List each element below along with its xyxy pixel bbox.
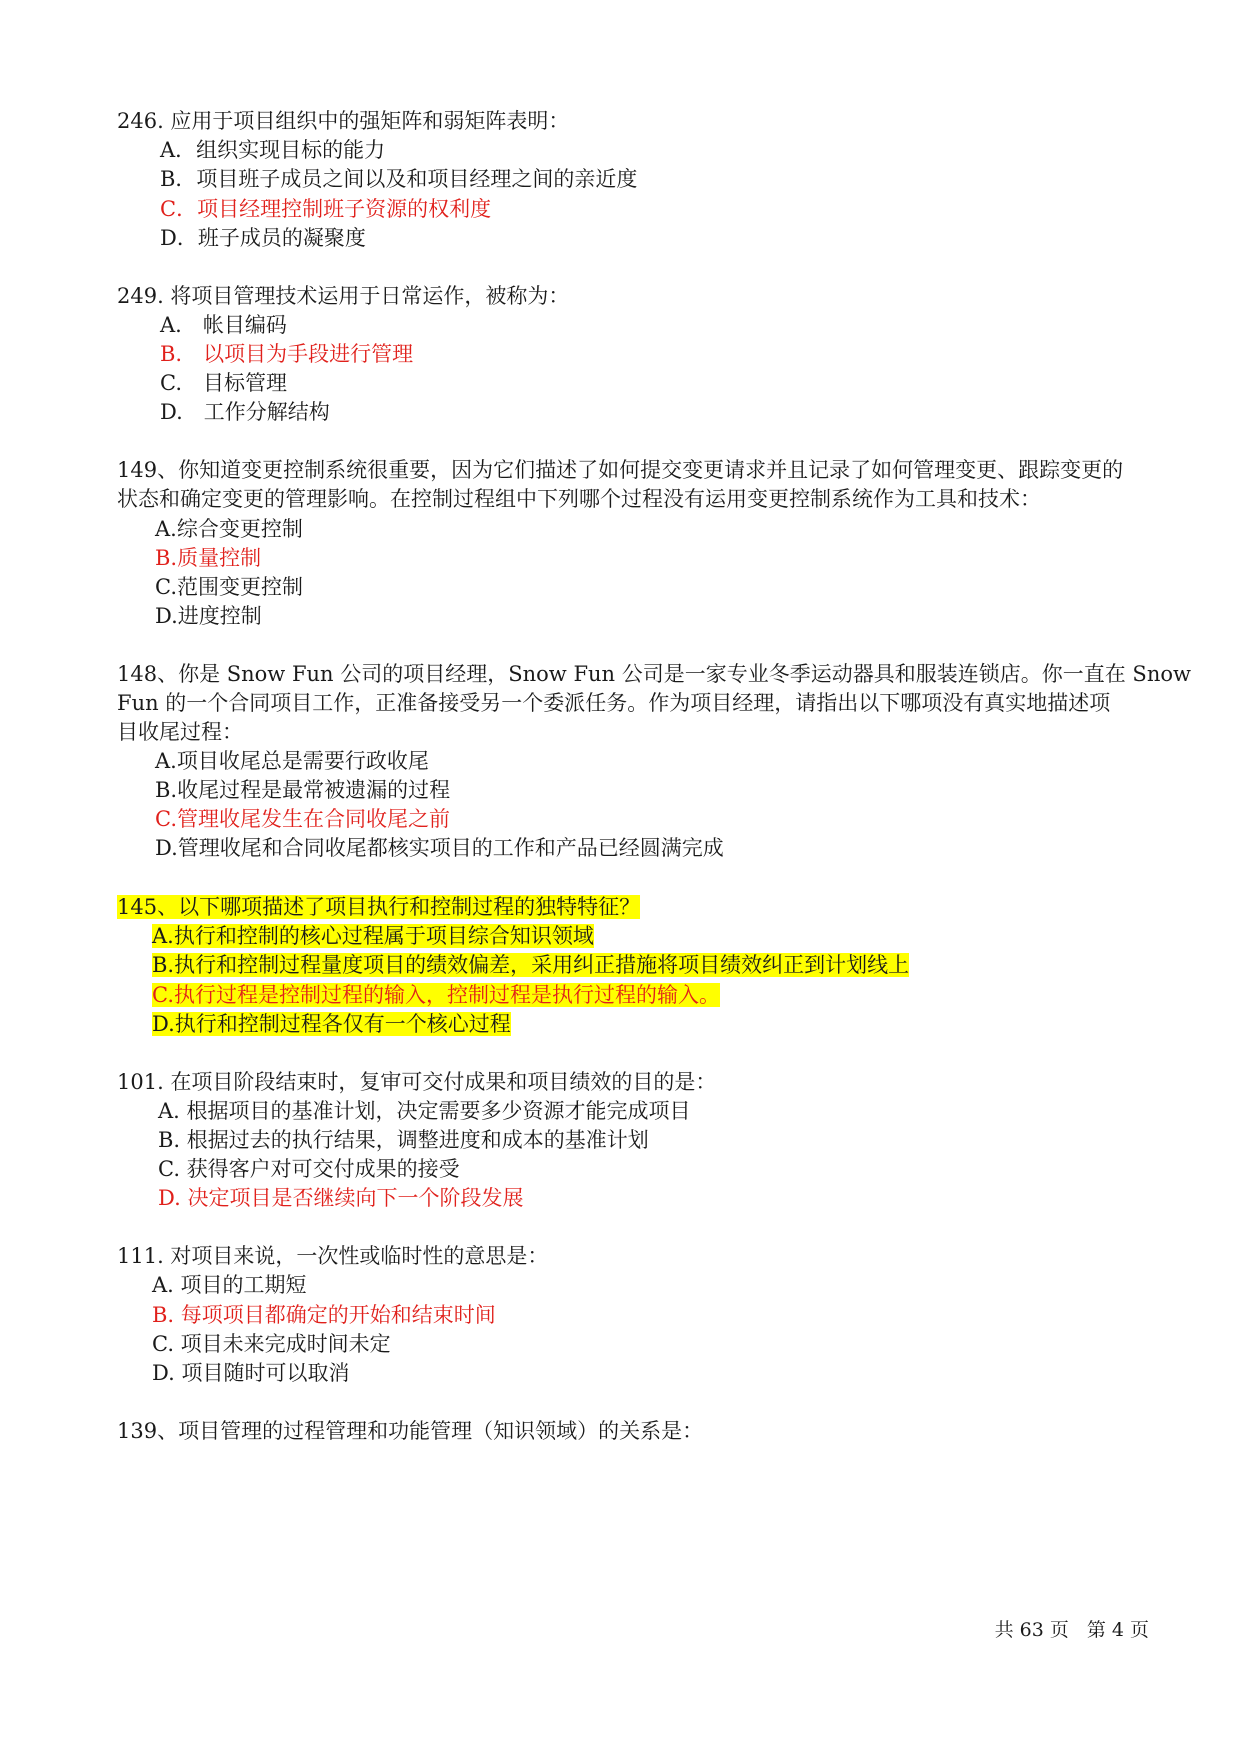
highlighted-text: 145、以下哪项描述了项目执行和控制过程的独特特征？ bbox=[117, 895, 641, 919]
question-149-option-c: C.范围变更控制 bbox=[155, 575, 303, 599]
question-246-stem: 246. 应用于项目组织中的强矩阵和弱矩阵表明： bbox=[117, 109, 570, 133]
question-111-option-a: A. 项目的工期短 bbox=[152, 1273, 307, 1297]
question-148-stem-line-2: Fun 的一个合同项目工作，正准备接受另一个委派任务。作为项目经理，请指出以下哪项没有真实地描述项 bbox=[117, 691, 1111, 715]
question-101-option-a: A. 根据项目的基准计划，决定需要多少资源才能完成项目 bbox=[158, 1099, 691, 1123]
question-149-stem-line-1: 149、你知道变更控制系统很重要，因为它们描述了如何提交变更请求并且记录了如何管理变更、跟踪变更的 bbox=[117, 458, 1124, 482]
current-page: 第 4 页 bbox=[1086, 1619, 1149, 1641]
question-101-option-b: B. 根据过去的执行结果，调整进度和成本的基准计划 bbox=[158, 1128, 649, 1152]
question-246-option-b: B．项目班子成员之间以及和项目经理之间的亲近度 bbox=[160, 167, 638, 191]
question-101-stem: 101. 在项目阶段结束时，复审可交付成果和项目绩效的目的是： bbox=[117, 1070, 717, 1094]
question-148-option-a: A.项目收尾总是需要行政收尾 bbox=[155, 749, 429, 773]
question-246-option-c: C．项目经理控制班子资源的权利度 bbox=[160, 197, 492, 221]
question-246-option-a: A．组织实现目标的能力 bbox=[160, 138, 386, 162]
question-111-option-b: B. 每项项目都确定的开始和结束时间 bbox=[152, 1303, 496, 1327]
question-246-option-d: D．班子成员的凝聚度 bbox=[160, 226, 366, 250]
highlighted-text: A.执行和控制的核心过程属于项目综合知识领域 bbox=[152, 924, 594, 948]
question-148-stem-line-3: 目收尾过程： bbox=[117, 720, 243, 744]
question-101-option-d: D. 决定项目是否继续向下一个阶段发展 bbox=[158, 1186, 524, 1210]
question-149-option-d: D.进度控制 bbox=[155, 604, 262, 628]
question-145-option-c bbox=[152, 980, 720, 1010]
question-148-option-d: D.管理收尾和合同收尾都核实项目的工作和产品已经圆满完成 bbox=[155, 836, 724, 860]
question-148-stem-line-1: 148、你是 Snow Fun 公司的项目经理，Snow Fun 公司是一家专业冬季运动器具和服装连锁店。你一直在 Snow bbox=[117, 662, 1191, 686]
question-249-stem: 249. 将项目管理技术运用于日常运作，被称为： bbox=[117, 284, 570, 308]
question-145-option-d bbox=[152, 1009, 511, 1039]
question-139-stem: 139、项目管理的过程管理和功能管理（知识领域）的关系是： bbox=[117, 1419, 704, 1443]
highlighted-text: D.执行和控制过程各仅有一个核心过程 bbox=[152, 1012, 511, 1036]
question-148-option-c: C.管理收尾发生在合同收尾之前 bbox=[155, 807, 450, 831]
question-111-stem: 111. 对项目来说，一次性或临时性的意思是： bbox=[117, 1244, 549, 1268]
page-footer bbox=[977, 1616, 1149, 1644]
question-249-option-a: A. 帐目编码 bbox=[160, 313, 287, 337]
highlighted-text: C.执行过程是控制过程的输入，控制过程是执行过程的输入。 bbox=[152, 983, 720, 1007]
question-145-stem bbox=[117, 892, 640, 922]
question-249-option-d: D. 工作分解结构 bbox=[160, 400, 330, 424]
question-111-option-c: C. 项目未来完成时间未定 bbox=[152, 1332, 391, 1356]
question-145-option-a bbox=[152, 921, 594, 951]
question-145-option-b bbox=[152, 950, 909, 980]
question-249-option-c: C. 目标管理 bbox=[160, 371, 287, 395]
question-149-option-b: B.质量控制 bbox=[155, 546, 262, 570]
question-111-option-d: D. 项目随时可以取消 bbox=[152, 1361, 350, 1385]
question-149-stem-line-2: 状态和确定变更的管理影响。在控制过程组中下列哪个过程没有运用变更控制系统作为工具和技术： bbox=[117, 487, 1041, 511]
highlighted-text: B.执行和控制过程量度项目的绩效偏差，采用纠正措施将项目绩效纠正到计划线上 bbox=[152, 953, 910, 977]
total-pages: 共 63 页 bbox=[994, 1619, 1069, 1641]
question-249-option-b: B. 以项目为手段进行管理 bbox=[160, 342, 414, 366]
question-149-option-a: A.综合变更控制 bbox=[155, 517, 303, 541]
question-101-option-c: C. 获得客户对可交付成果的接受 bbox=[158, 1157, 460, 1181]
question-148-option-b: B.收尾过程是最常被遗漏的过程 bbox=[155, 778, 451, 802]
